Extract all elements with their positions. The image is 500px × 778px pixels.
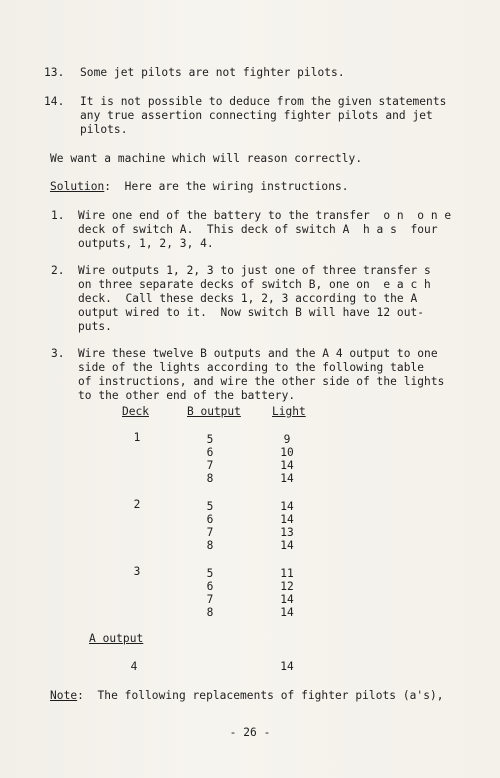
- note-label: Note: [50, 689, 78, 702]
- table-cell-b: 6: [206, 580, 214, 593]
- a-output-light: 14: [280, 660, 294, 673]
- table-cell-light: 14: [280, 539, 294, 552]
- step-3-number: 3.: [51, 347, 65, 360]
- item-13-number: 13.: [44, 66, 65, 79]
- table-cell-light: 10: [280, 446, 294, 459]
- table-cell-b: 7: [206, 593, 214, 606]
- table-cell-b: 8: [206, 472, 214, 485]
- deck-header: Deck: [122, 405, 149, 418]
- deck-2-label: 2: [133, 498, 141, 511]
- step-1-line-2: deck of switch A. This deck of switch A h a s four: [78, 223, 438, 236]
- item-14-line-3: pilots.: [80, 123, 128, 136]
- table-cell-light: 12: [280, 580, 294, 593]
- machine-statement: We want a machine which will reason correctly.: [50, 152, 363, 165]
- table-cell-light: 14: [280, 459, 294, 472]
- table-cell-b: 8: [206, 539, 214, 552]
- table-cell-b: 5: [206, 500, 214, 513]
- table-cell-b: 8: [206, 606, 214, 619]
- step-3-line-2: side of the lights according to the following table: [78, 361, 425, 374]
- table-cell-b: 5: [206, 567, 214, 580]
- step-1-line-3: outputs, 1, 2, 3, 4.: [78, 237, 214, 250]
- step-2-line-2: on three separate decks of switch B, one on e a c h: [78, 278, 431, 291]
- item-14-number: 14.: [44, 95, 65, 108]
- wiring-table: [122, 405, 322, 675]
- page-number: - 26 -: [229, 726, 271, 739]
- step-3-line-3: of instructions, and wire the other side of the lights: [78, 375, 445, 388]
- table-cell-b: 6: [206, 446, 214, 459]
- table-cell-b: 7: [206, 526, 214, 539]
- item-14-line-2: any true assertion connecting fighter pilots and jet: [80, 109, 433, 122]
- note-line: [50, 689, 444, 703]
- light-header: Light: [272, 405, 306, 418]
- step-2-line-5: puts.: [78, 320, 112, 333]
- step-3-line-1: Wire these twelve B outputs and the A 4 output to one: [78, 347, 438, 360]
- table-cell-light: 14: [280, 606, 294, 619]
- step-2-line-4: output wired to it. Now switch B will have 12 out-: [78, 306, 425, 319]
- b-output-header: B output: [187, 405, 241, 418]
- table-cell-b: 6: [206, 513, 214, 526]
- a-output-header: A output: [89, 632, 144, 645]
- table-cell-b: 7: [206, 459, 214, 472]
- note-text: : The following replacements of fighter pilots (a's),: [77, 689, 444, 702]
- table-cell-light: 14: [280, 472, 294, 485]
- item-13-text: Some jet pilots are not fighter pilots.: [80, 66, 345, 79]
- table-cell-light: 9: [283, 433, 291, 446]
- step-1-number: 1.: [51, 209, 65, 222]
- table-cell-light: 14: [280, 500, 294, 513]
- solution-heading: [50, 180, 349, 194]
- table-cell-light: 14: [280, 513, 294, 526]
- step-2-line-3: deck. Call these decks 1, 2, 3 according to the A: [78, 292, 418, 305]
- deck-3-label: 3: [133, 565, 141, 578]
- table-cell-light: 11: [280, 567, 294, 580]
- table-cell-b: 5: [206, 433, 214, 446]
- item-14-line-1: It is not possible to deduce from the given statements: [80, 95, 447, 108]
- step-1-line-1: Wire one end of the battery to the transfer o n o n e: [78, 209, 452, 222]
- step-2-line-1: Wire outputs 1, 2, 3 to just one of three transfer s: [78, 264, 431, 277]
- table-cell-light: 14: [280, 593, 294, 606]
- step-2-number: 2.: [51, 264, 65, 277]
- solution-text: : Here are the wiring instructions.: [104, 180, 349, 193]
- deck-1-label: 1: [133, 431, 141, 444]
- a-output-value: 4: [130, 660, 138, 673]
- table-cell-light: 13: [280, 526, 294, 539]
- solution-label: Solution: [50, 180, 105, 193]
- step-3-line-4: to the other end of the battery.: [78, 389, 296, 402]
